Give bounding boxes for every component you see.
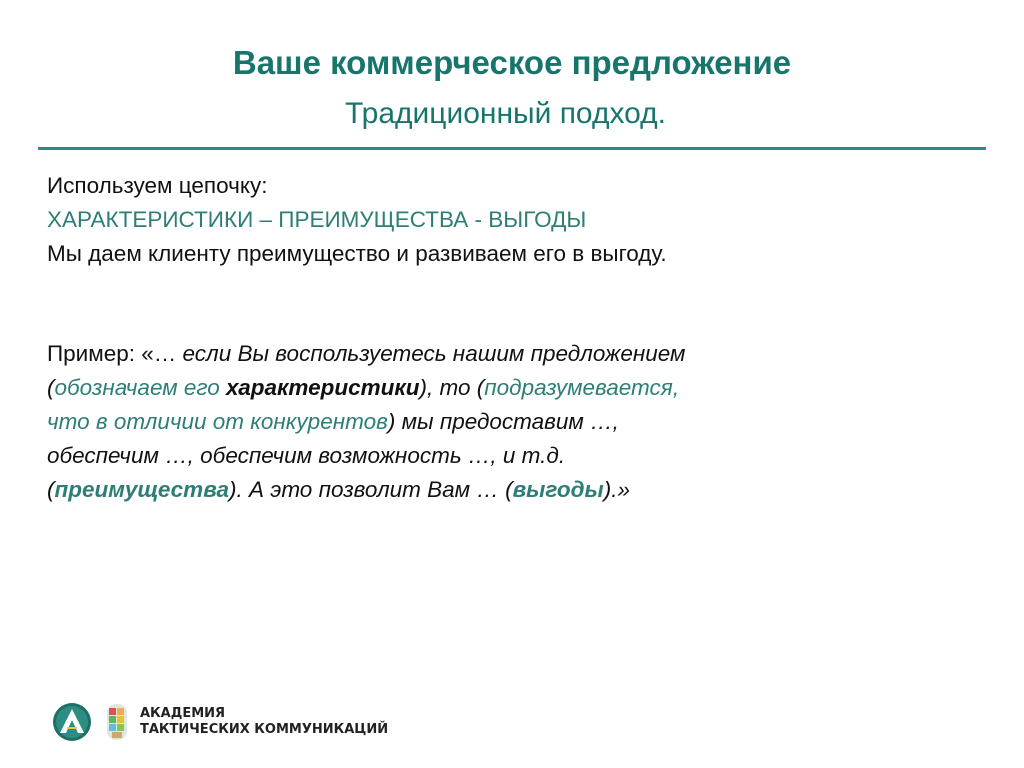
example-block	[47, 337, 977, 507]
academy-logo-icon	[52, 702, 92, 742]
example-line	[47, 337, 977, 371]
footer-line: АКАДЕМИЯ	[140, 706, 226, 721]
benefit-chain: ХАРАКТЕРИСТИКИ – ПРЕИМУЩЕСТВА - ВЫГОДЫ	[47, 207, 587, 232]
example-text: (	[47, 477, 55, 502]
example-keyword-benefits: выгоды	[512, 477, 604, 502]
example-line	[47, 405, 977, 439]
example-text: Пример: «…	[47, 341, 183, 366]
example-hint: что в отличии от конкурентов	[47, 409, 388, 434]
intro-line: Используем цепочку:	[47, 173, 268, 198]
footer-text	[140, 706, 388, 738]
example-text: ) мы предоставим …,	[387, 409, 619, 434]
example-text: если Вы воспользуетесь нашим предложением	[182, 341, 686, 366]
example-keyword-advantages: преимущества	[54, 477, 229, 502]
footer-branding	[52, 700, 388, 744]
slide-title: Ваше коммерческое предложение	[232, 44, 792, 81]
head-mosaic-icon	[104, 702, 130, 742]
title-divider	[38, 147, 986, 150]
example-line	[47, 371, 977, 405]
example-hint: обозначаем его	[54, 375, 226, 400]
footer-line: ТАКТИЧЕСКИХ КОММУНИКАЦИЙ	[140, 722, 389, 737]
example-text: ).»	[603, 477, 630, 502]
example-keyword-characteristics: характеристики	[226, 375, 420, 400]
example-text: ), то (	[419, 375, 485, 400]
example-text: ). А это позволит Вам … (	[229, 477, 513, 502]
slide-subtitle: Традиционный подход.	[345, 97, 666, 130]
example-line	[47, 473, 977, 507]
example-line: обеспечим …, обеспечим возможность …, и т.д.	[47, 443, 566, 468]
example-text: (	[47, 375, 55, 400]
intro-block	[47, 169, 977, 271]
intro-line: Мы даем клиенту преимущество и развиваем его в выгоду.	[47, 241, 667, 266]
example-hint: подразумевается,	[484, 375, 680, 400]
